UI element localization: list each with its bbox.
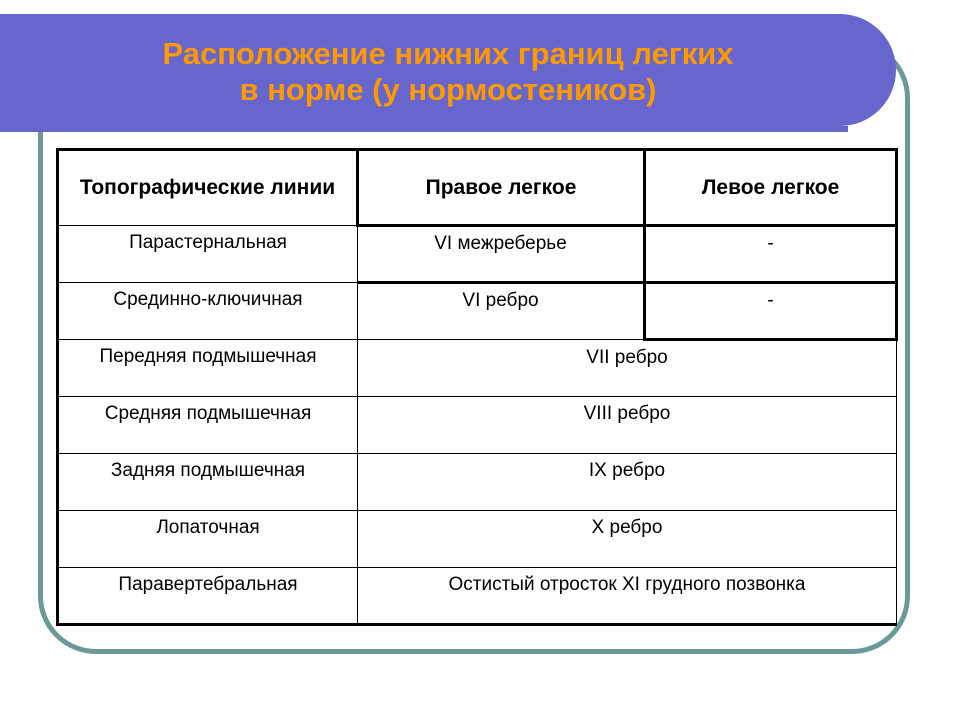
table-row — [58, 226, 897, 283]
cell-left: - — [645, 226, 897, 283]
cell-line: Срединно-ключичная — [58, 283, 358, 340]
table-row — [58, 340, 897, 397]
cell-both: X ребро — [358, 511, 897, 568]
cell-right: VI ребро — [358, 283, 645, 340]
cell-line: Средняя подмышечная — [58, 397, 358, 454]
slide-title — [0, 36, 896, 108]
cell-line: Паравертебральная — [58, 568, 358, 625]
cell-line: Задняя подмышечная — [58, 454, 358, 511]
table-row — [58, 511, 897, 568]
banner-underline — [0, 126, 848, 132]
cell-line: Парастернальная — [58, 226, 358, 283]
header-topographic-lines: Топографические линии — [58, 150, 358, 226]
cell-left: - — [645, 283, 897, 340]
table-row — [58, 454, 897, 511]
cell-both: VIII ребро — [358, 397, 897, 454]
cell-both: VII ребро — [358, 340, 897, 397]
cell-line: Лопаточная — [58, 511, 358, 568]
table-row — [58, 283, 897, 340]
lung-borders-table — [56, 148, 898, 626]
header-left-lung: Левое легкое — [645, 150, 897, 226]
cell-both: IX ребро — [358, 454, 897, 511]
cell-line: Передняя подмышечная — [58, 340, 358, 397]
title-line-1: Расположение нижних границ легких — [162, 36, 734, 71]
cell-right: VI межреберье — [358, 226, 645, 283]
cell-both: Остистый отросток XI грудного позвонка — [358, 568, 897, 625]
table-header-row — [58, 150, 897, 226]
table-row — [58, 568, 897, 625]
header-right-lung: Правое легкое — [358, 150, 645, 226]
table-row — [58, 397, 897, 454]
title-line-2: в норме (у нормостеников) — [239, 72, 657, 107]
